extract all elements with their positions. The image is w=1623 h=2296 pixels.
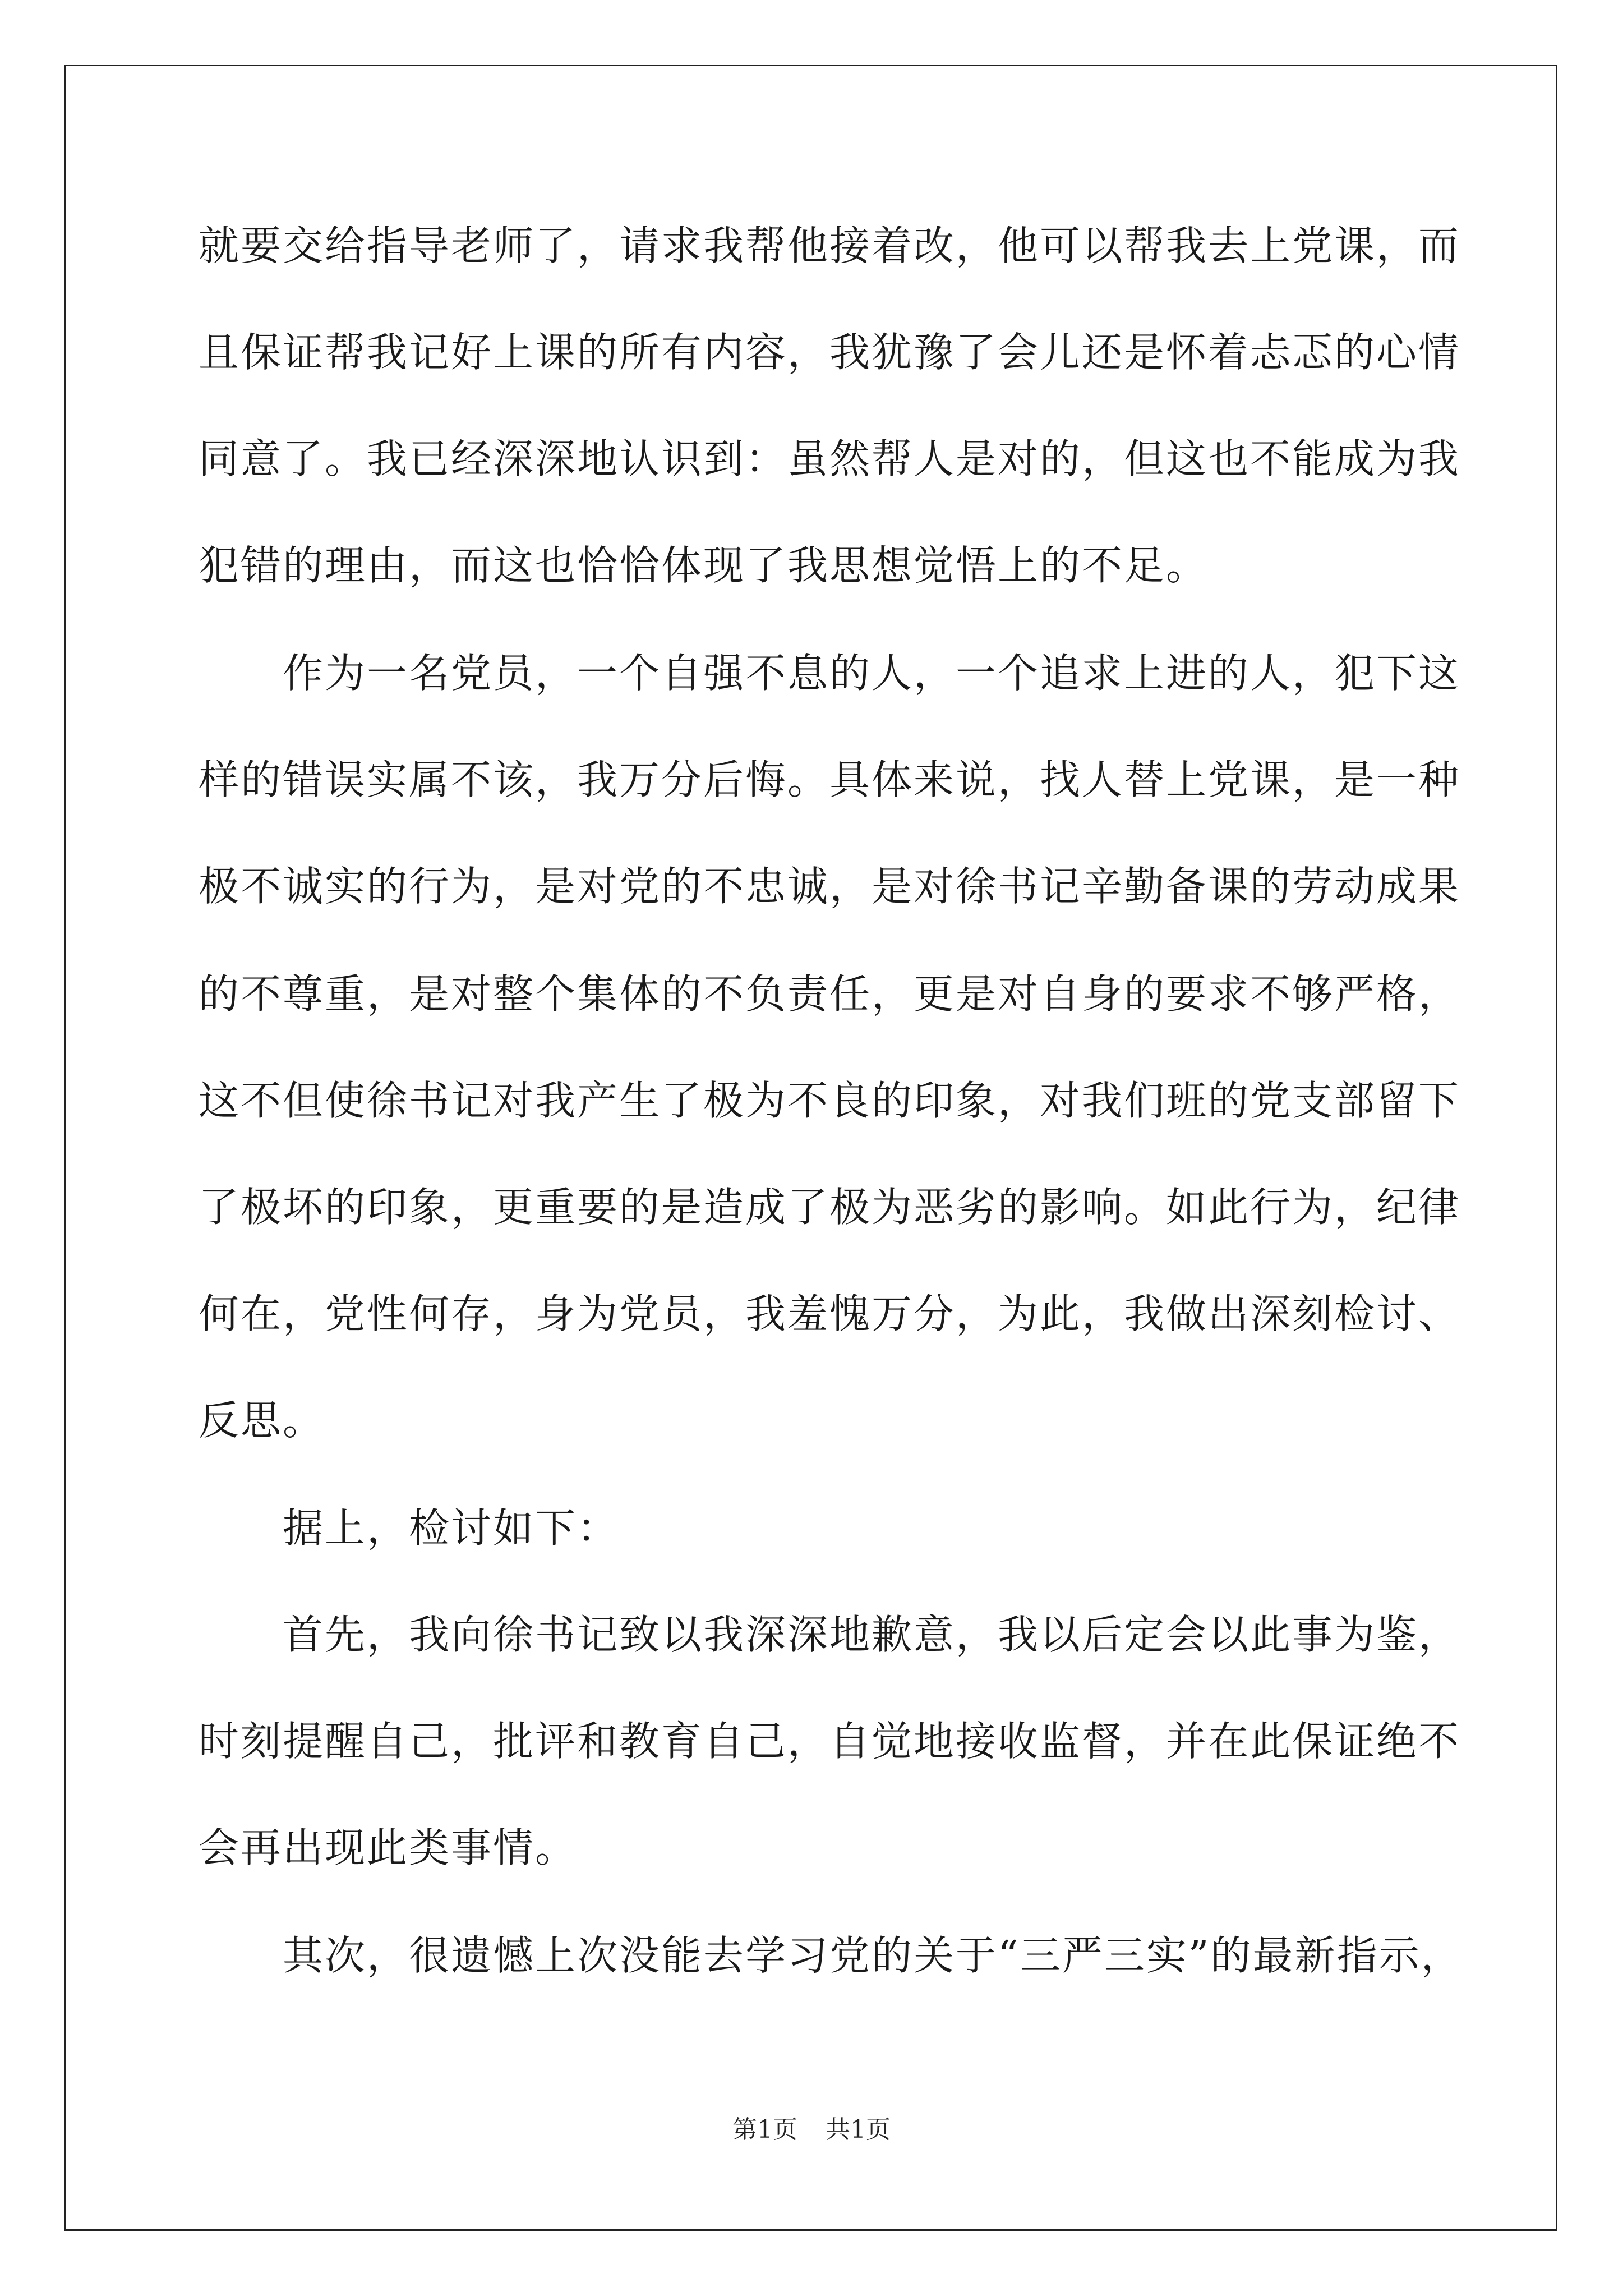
text-line: 其次，很遗憾上次没能去学习党的关于“三严三实”的最新指示， — [199, 1932, 1463, 1979]
page-number: 第1页 — [732, 2115, 797, 2144]
text-line: 犯错的理由，而这也恰恰体现了我思想觉悟上的不足。 — [199, 542, 1209, 589]
text-line: 了极坏的印象，更重要的是造成了极为恶劣的影响。如此行为，纪律 — [199, 1184, 1461, 1231]
text-line: 极不诚实的行为，是对党的不忠诚，是对徐书记辛勤备课的劳动成果 — [199, 863, 1461, 910]
text-line: 就要交给指导老师了，请求我帮他接着改，他可以帮我去上党课，而 — [199, 222, 1461, 269]
text-line: 首先，我向徐书记致以我深深地歉意，我以后定会以此事为鉴， — [199, 1611, 1461, 1658]
page-border — [64, 65, 1557, 2231]
text-line: 作为一名党员，一个自强不息的人，一个追求上进的人，犯下这 — [199, 650, 1461, 697]
page-total: 共1页 — [826, 2115, 891, 2144]
text-line: 的不尊重，是对整个集体的不负责任，更是对自身的要求不够严格， — [199, 970, 1461, 1018]
text-line: 反思。 — [199, 1397, 325, 1444]
text-line: 样的错误实属不该，我万分后悔。具体来说，找人替上党课，是一种 — [199, 756, 1461, 803]
text-line: 同意了。我已经深深地认识到：虽然帮人是对的，但这也不能成为我 — [199, 435, 1461, 482]
text-line: 据上，检讨如下： — [199, 1504, 620, 1552]
text-line: 这不但使徐书记对我产生了极为不良的印象，对我们班的党支部留下 — [199, 1077, 1461, 1124]
text-line: 且保证帮我记好上课的所有内容，我犹豫了会儿还是怀着忐忑的心情 — [199, 329, 1461, 376]
text-line: 时刻提醒自己，批评和教育自己，自觉地接收监督，并在此保证绝不 — [199, 1718, 1461, 1765]
text-line: 会再出现此类事情。 — [199, 1824, 578, 1871]
text-line: 何在，党性何存，身为党员，我羞愧万分，为此，我做出深刻检讨、 — [199, 1290, 1461, 1337]
page-footer — [0, 2109, 1623, 2145]
